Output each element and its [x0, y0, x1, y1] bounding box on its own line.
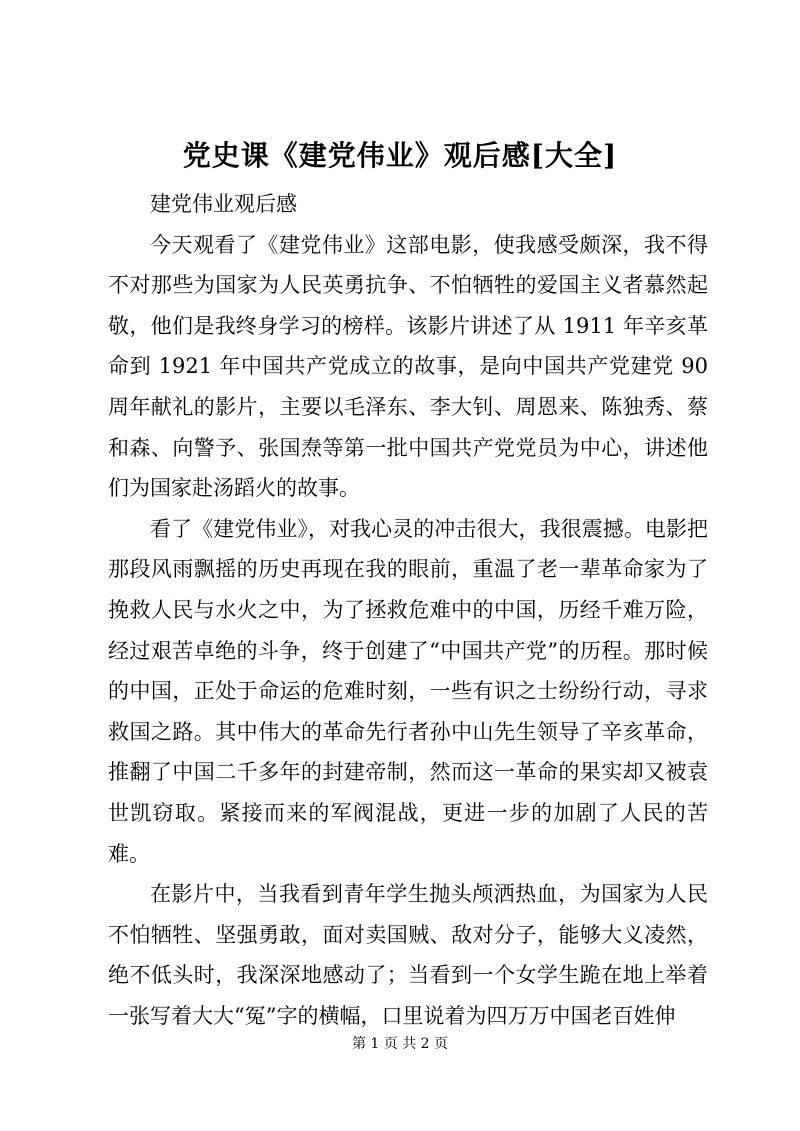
- paragraph-intro: 今天观看了《建党伟业》这部电影，使我感受颇深，我不得不对那些为国家为人民英勇抗争、不怕牺牲的爱国主义者慕然起敬，他们是我终身学习的榜样。该影片讲述了从 1911 年辛亥革命到 1921 年中国共产党成立的故事，是向中国共产党建党 90 周年献礼的影片，主要以毛泽东、李大钊、周恩来、陈独秀、蔡和森、向警予、张国焘等第一批中国共产党党员为中心，讲述他们为国家赴汤蹈火的故事。: [108, 232, 708, 501]
- page-footer: 第 1 页 共 2 页: [351, 1036, 449, 1052]
- paragraph-reflection: 看了《建党伟业》，对我心灵的冲击很大，我很震撼。电影把那段风雨飘摇的历史再现在我的眼前，重温了老一辈革命家为了挽救人民与水火之中，为了拯救危难中的中国，历经千难万险，经过艰苦卓绝的斗争，终于创建了“中国共产党”的历程。那时候的中国，正处于命运的危难时刻，一些有识之士纷纷行动，寻求救国之路。其中伟大的革命先行者孙中山先生领导了辛亥革命，推翻了中国二千多年的封建帝制，然而这一革命的果实却又被袁世凯窃取。紧接而来的军阀混战，更进一步的加剧了人民的苦难。: [108, 516, 708, 866]
- paragraph-scene: 在影片中，当我看到青年学生抛头颅洒热血，为国家为人民不怕牺牲、坚强勇敢，面对卖国贼、敌对分子，能够大义凌然，绝不低头时，我深深地感动了；当看到一个女学生跪在地上举着一张写着大大“冤”字的横幅，口里说着为四万万中国老百姓伸: [108, 882, 708, 1028]
- paragraph-subtitle: 建党伟业观后感: [150, 192, 297, 216]
- document-body: [108, 184, 708, 1036]
- document-title: 党史课《建党伟业》观后感[大全]: [182, 139, 618, 172]
